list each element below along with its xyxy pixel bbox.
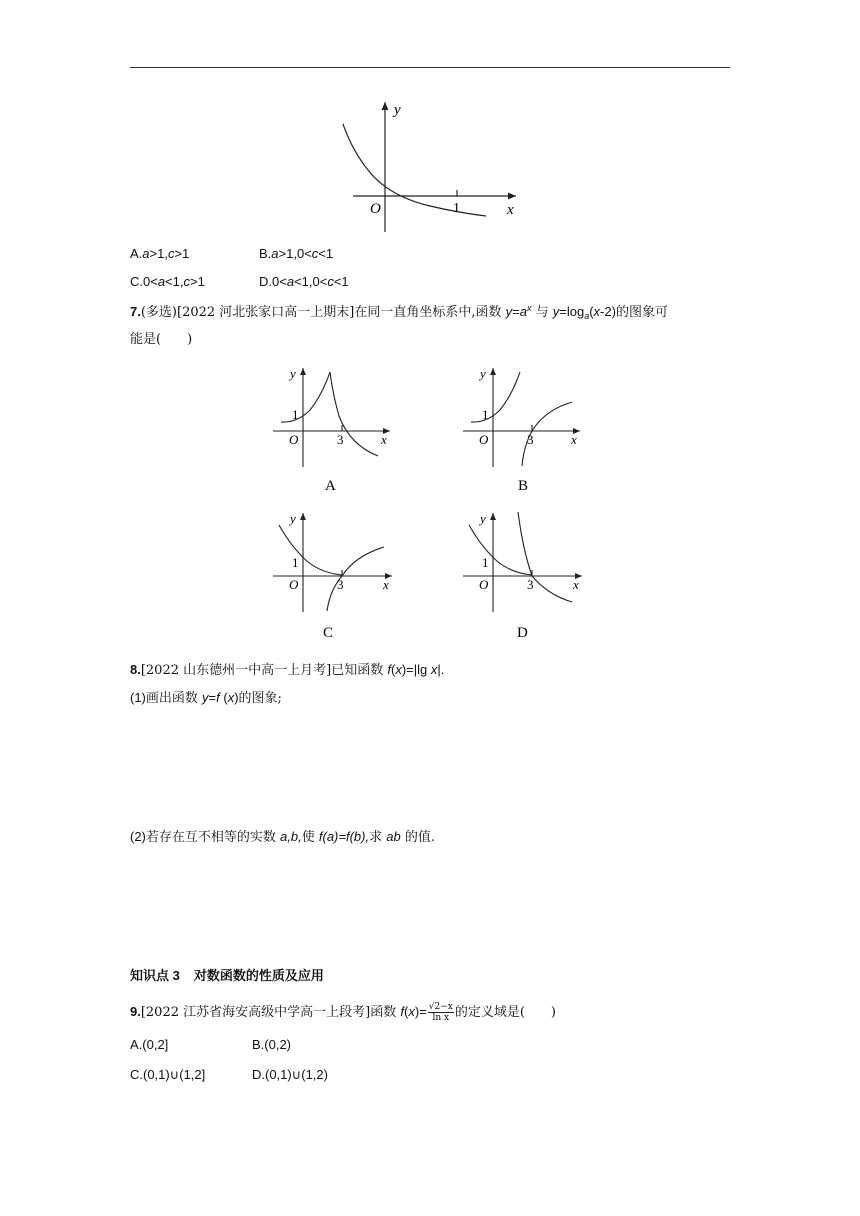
q7d-y-label: y <box>480 511 486 526</box>
q7a-origin: O <box>289 432 299 447</box>
q9-option-b[interactable]: B.(0,2) <box>252 1037 292 1052</box>
q7b-caption: B <box>518 478 529 494</box>
q7c-y-label: y <box>290 511 296 526</box>
q6-option-c[interactable]: C.0<a<1,c>1 <box>130 274 205 289</box>
q6-option-a[interactable]: A.a>1,c>1 <box>130 246 190 261</box>
q9-fraction: $\frac{√2-x}{\text{ln x}}$ <box>428 1002 453 1023</box>
q7b-y-label: y <box>480 366 486 381</box>
q9-option-a[interactable]: A.(0,2] <box>130 1037 169 1052</box>
q7c-x-tick: 3 <box>337 577 344 592</box>
q7a-y-label: y <box>290 366 296 381</box>
q7a-caption: A <box>325 478 336 494</box>
q7d-x-tick: 3 <box>527 577 534 592</box>
q7c-y-tick: 1 <box>292 555 299 570</box>
q7c-x-label: x <box>383 577 389 592</box>
q7a-x-label: x <box>381 432 387 447</box>
q7d-origin: O <box>479 577 489 592</box>
q6-x-label: x <box>507 202 514 218</box>
q6-option-d[interactable]: D.0<a<1,0<c<1 <box>259 274 349 289</box>
q6-origin-label: O <box>370 201 381 217</box>
q7c-caption: C <box>323 625 334 641</box>
q6-y-label: y <box>394 102 401 118</box>
q7b-origin: O <box>479 432 489 447</box>
q8-part-1: (1)画出函数 y=f (x)的图象; <box>130 690 282 706</box>
q7-stem: 7.(多选)[2022 河北张家口高一上期末]在同一直角坐标系中,函数 $y=a^x$ 与 $y=\log_a(x-2)$的图象可 <box>130 303 668 321</box>
q7c-origin: O <box>289 577 299 592</box>
q6-option-b[interactable]: B.a>1,0<c<1 <box>259 246 334 261</box>
q9-option-d[interactable]: D.(0,1)∪(1,2) <box>252 1067 328 1082</box>
q7-stem-line2: 能是( ) <box>130 332 193 347</box>
q7d-caption: D <box>517 625 528 641</box>
q6-tick-label: 1 <box>453 201 460 216</box>
q7d-x-label: x <box>573 577 579 592</box>
q7d-y-tick: 1 <box>482 555 489 570</box>
q7b-x-label: x <box>571 432 577 447</box>
q7a-x-tick: 3 <box>337 432 344 447</box>
q7b-x-tick: 3 <box>527 432 534 447</box>
q7b-y-tick: 1 <box>482 407 489 422</box>
q8-part-2: (2)若存在互不相等的实数 a,b,使 f(a)=f(b),求 ab 的值. <box>130 829 435 845</box>
q9-stem: 9.[2022 江苏省海安高级中学高一上段考]函数 f(x)= $\frac{√2-x}{\text{ln x}}$ 的定义域是( ) <box>130 1002 556 1023</box>
q7a-y-tick: 1 <box>292 407 299 422</box>
q9-option-c[interactable]: C.(0,1)∪(1,2] <box>130 1067 206 1082</box>
q8-stem: 8.[2022 山东德州一中高一上月考]已知函数 f(x)=|lg x|. <box>130 662 445 678</box>
section-heading: 知识点 3 对数函数的性质及应用 <box>130 968 324 983</box>
